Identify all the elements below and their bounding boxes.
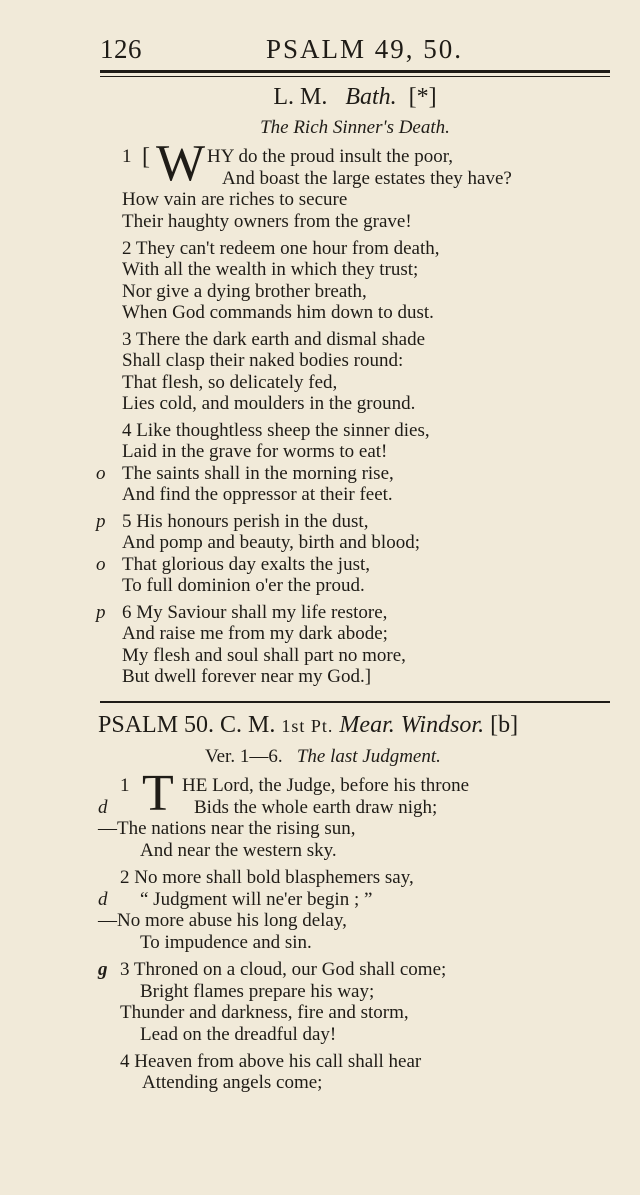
stanza-number: 1 [122,146,132,167]
verse-line: To full dominion o'er the proud. [122,575,365,596]
verse-line: Lead on the dreadful day! [140,1024,337,1045]
verse-line: That flesh, so delicately fed, [122,372,338,393]
verse-line: —No more abuse his long delay, [98,910,347,931]
verse-line: HY do the proud insult the poor, [207,146,454,167]
running-title: PSALM 49, 50. [266,34,464,64]
part: 1st Pt. [281,716,334,736]
verse-line: HE Lord, the Judge, before his throne [182,775,470,796]
tune-name: Mear. Windsor. [339,712,485,738]
verse-line: Laid in the grave for worms to eat! [122,441,388,462]
verse-line: How vain are riches to secure [122,189,348,210]
verse-line: 3 There the dark earth and dismal shade [122,329,426,350]
dynamics-mark: g [98,959,108,980]
hymn-mark: [b] [490,712,519,738]
dynamics-mark: p [96,511,106,532]
drop-cap: T [142,765,174,822]
hymn-subtitle: The Rich Sinner's Death. [260,117,450,138]
verse-line: But dwell forever near my God.] [122,666,372,687]
verse-line: Their haughty owners from the grave! [122,211,412,232]
head-rule [100,70,610,73]
verse-line: 2 They can't redeem one hour from death, [122,238,440,259]
hymn-heading [100,84,610,111]
tune-name: Bath. [345,84,397,110]
verses: Ver. 1—6. [205,746,283,767]
dynamics-mark: o [96,554,106,575]
verse-line: Attending angels come; [142,1072,323,1093]
verse-line: Bids the whole earth draw nigh; [194,797,438,818]
verse-line: “ Judgment will ne'er begin ; ” [140,889,373,910]
dynamics-mark: o [96,463,106,484]
verse-line: 4 Heaven from above his call shall hear [120,1051,422,1072]
verse-line: That glorious day exalts the just, [122,554,371,575]
verse-line: The saints shall in the morning rise, [122,463,394,484]
verse-line: 6 My Saviour shall my life restore, [122,602,388,623]
verse-line: 2 No more shall bold blasphemers say, [120,867,414,888]
verse-line: When God commands him down to dust. [122,302,434,323]
verse-line: And boast the large estates they have? [222,168,512,189]
hymn-mark: [*] [408,84,437,110]
running-head [100,34,610,68]
head-rule-thin [100,76,610,77]
stanza-number: 1 [120,775,130,796]
psalm-number: PSALM 50. [98,712,215,738]
section-rule [100,701,610,703]
dynamics-mark: d [98,889,108,910]
verse-line: Bright flames prepare his way; [140,981,375,1002]
verse-line: And find the oppressor at their feet. [122,484,393,505]
verse-line: Lies cold, and moulders in the ground. [122,393,416,414]
meter: C. M. [220,712,276,738]
verse-line: And raise me from my dark abode; [122,623,388,644]
verse-reference [205,746,441,768]
verse-line: My flesh and soul shall part no more, [122,645,406,666]
psalm-heading [98,712,618,739]
dynamics-mark: p [96,602,106,623]
theme: The last Judgment. [296,746,441,767]
verse-line: —The nations near the rising sun, [98,818,356,839]
verse-line: 5 His honours perish in the dust, [122,511,369,532]
meter: L. M. [273,84,328,110]
verse-line: And near the western sky. [140,840,337,861]
verse-line: Thunder and darkness, fire and storm, [120,1002,409,1023]
dynamics-mark: d [98,797,108,818]
verse-line: 3 Throned on a cloud, our God shall come; [120,959,447,980]
stanza-bracket: [ [142,144,150,170]
page-number: 126 [100,34,142,64]
verse-line: Nor give a dying brother breath, [122,281,367,302]
verse-line: And pomp and beauty, birth and blood; [122,532,420,553]
verse-line: To impudence and sin. [140,932,312,953]
drop-cap: W [156,135,206,192]
verse-line: With all the wealth in which they trust; [122,259,419,280]
verse-line: 4 Like thoughtless sheep the sinner dies, [122,420,430,441]
verse-line: Shall clasp their naked bodies round: [122,350,404,371]
